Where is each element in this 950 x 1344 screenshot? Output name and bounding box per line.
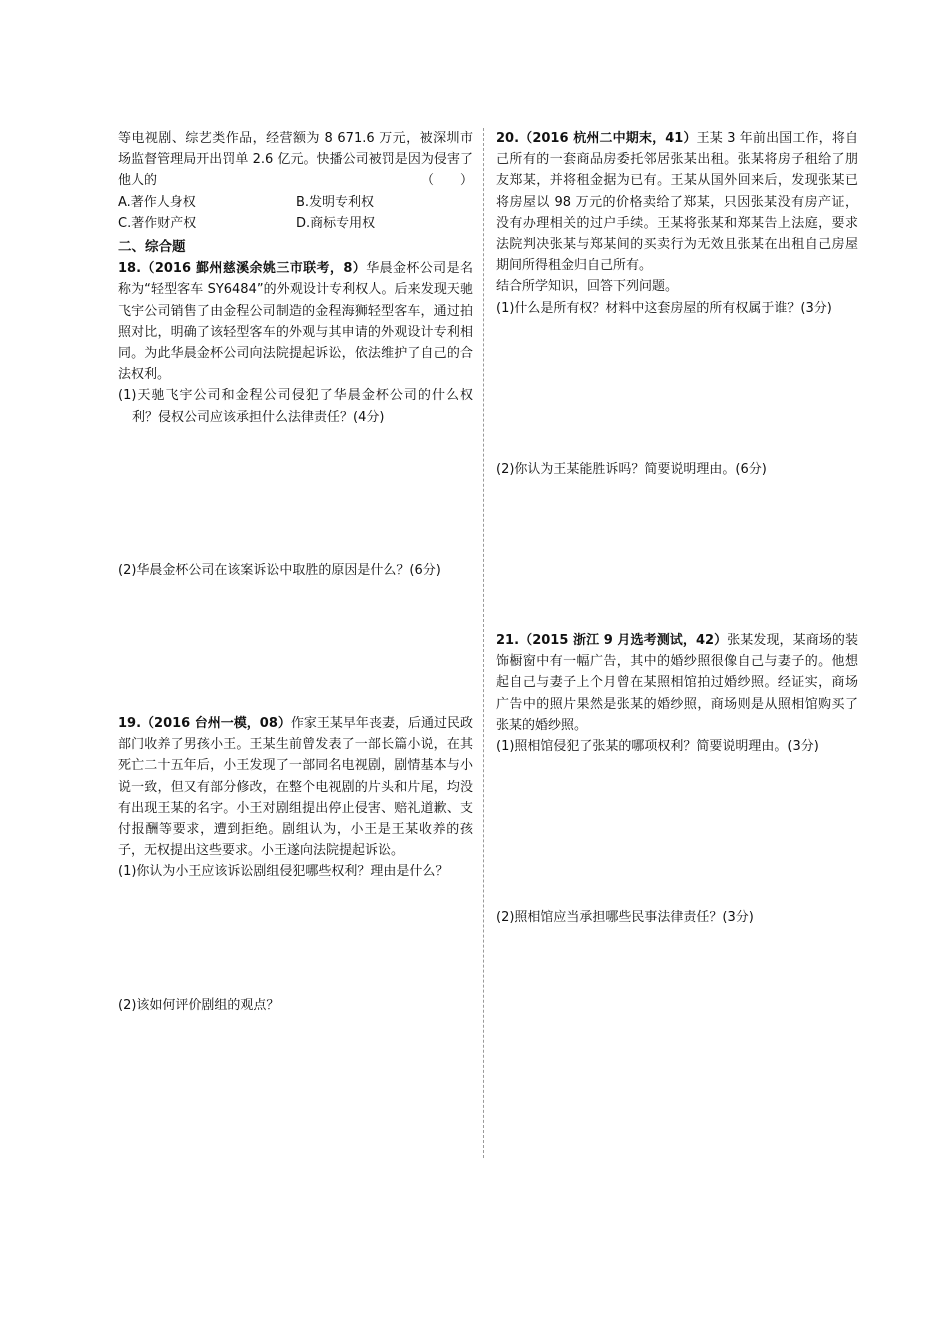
q20-text: 王某 3 年前出国工作，将自己所有的一套商品房委托邻居张某出租。张某将房子租给了朋友郑某，并将租金据为已有。王某从国外回来后，发现张某已将房屋以 98 万元的价格卖给了郑某，只因张某没有房产证，没有办理相关的过户手续。王某将张某和郑某告上法庭，要求法院判决张某与郑某间的买卖行为无效且张某在出租自己房屋期间所得租金归自己所有。 [496,131,858,274]
q21-sub1: (1)照相馆侵犯了张某的哪项权利？简要说明理由。(3分) [496,739,819,755]
q18-answer-space-1 [118,428,473,560]
q18-text: 华晨金杯公司是名称为“轻型客车 SY6484”的外观设计专利权人。后来发现天驰飞宇公司销售了由金程公司制造的金程海狮轻型客车，通过拍照对比，明确了该轻型客车的外观与其申请的外观设计专利相同。为此华晨金杯公司向法院提起诉讼，依法维护了自己的合法权利。 [118,261,473,383]
q20-source: （2016 杭州二中期末，41） [519,131,697,146]
q20-sub2: (2)你认为王某能胜诉吗？简要说明理由。(6分) [496,461,767,477]
q20-answer-space-2 [496,480,858,630]
option-c: C.著作财产权 [118,215,197,231]
q19-source: （2016 台州一模，08） [141,716,291,732]
q18-sub1: (1)天驰飞宇公司和金程公司侵犯了华晨金杯公司的什么权利？侵权公司应该承担什么法律责任？(4分) [118,388,473,425]
q19-sub1: (1)你认为小王应该诉讼剧组侵犯哪些权利？理由是什么？ [118,864,449,880]
option-b: B.发明专利权 [296,194,375,210]
right-column [496,128,858,928]
column-divider [483,128,484,1158]
q19-answer-space-1 [118,883,473,995]
q21-source: （2015 浙江 9 月选考测试，42） [519,633,728,649]
q21-stem [496,630,858,736]
q17-stem-text: 等电视剧、综艺类作品，经营额为 8 671.6 万元，被深圳市场监督管理局开出罚单 2.6 亿元。快播公司被罚是因为侵害了他人的 [118,131,473,189]
option-a: A.著作人身权 [118,194,196,210]
answer-paren: （ ） [420,173,473,189]
q19-sub2: (2)该如何评价剧组的观点？ [118,997,280,1013]
q20-number: 20. [496,131,520,146]
q18-stem [118,258,473,385]
q21-answer-space-1 [496,757,858,907]
q19-stem [118,713,473,861]
q21-number: 21. [496,633,520,649]
section-heading: 二、综合题 [118,239,186,256]
q20-stem [496,128,858,276]
q20-answer-space-1 [496,319,858,459]
q17-options [118,192,473,234]
q21-text: 张某发现，某商场的装饰橱窗中有一幅广告，其中的婚纱照很像自己与妻子的。他想起自己与妻子上个月曾在某照相馆拍过婚纱照。经证实，商场广告中的照片果然是张某的婚纱照，商场则是从照相馆购买了张某的婚纱照。 [496,633,858,733]
q18-answer-space-2 [118,581,473,713]
q19-text: 作家王某早年丧妻，后通过民政部门收养了男孩小王。王某生前曾发表了一部长篇小说，在其死亡二十五年后，小王发现了一部同名电视剧，剧情基本与小说一致，但又有部分修改，在整个电视剧的片头和片尾，均没有出现王某的名字。小王对剧组提出停止侵害、赔礼道歉、支付报酬等要求，遭到拒绝。剧组认为，小王是王某收养的孩子，无权提出这些要求。小王遂向法院提起诉讼。 [118,716,473,859]
q18-source: （2016 鄞州慈溪余姚三市联考，8） [141,261,367,277]
q21-sub2: (2)照相馆应当承担哪些民事法律责任？(3分) [496,910,754,926]
q20-prompt: 结合所学知识，回答下列问题。 [496,279,679,295]
q18-number: 18. [118,261,142,277]
q17-stem [118,128,473,192]
q19-number: 19. [118,716,142,732]
left-column [118,128,473,1016]
option-d: D.商标专用权 [296,215,376,231]
q20-sub1: (1)什么是所有权？材料中这套房屋的所有权属于谁？(3分) [496,300,832,316]
q18-sub2: (2)华晨金杯公司在该案诉讼中取胜的原因是什么？(6分) [118,562,441,578]
